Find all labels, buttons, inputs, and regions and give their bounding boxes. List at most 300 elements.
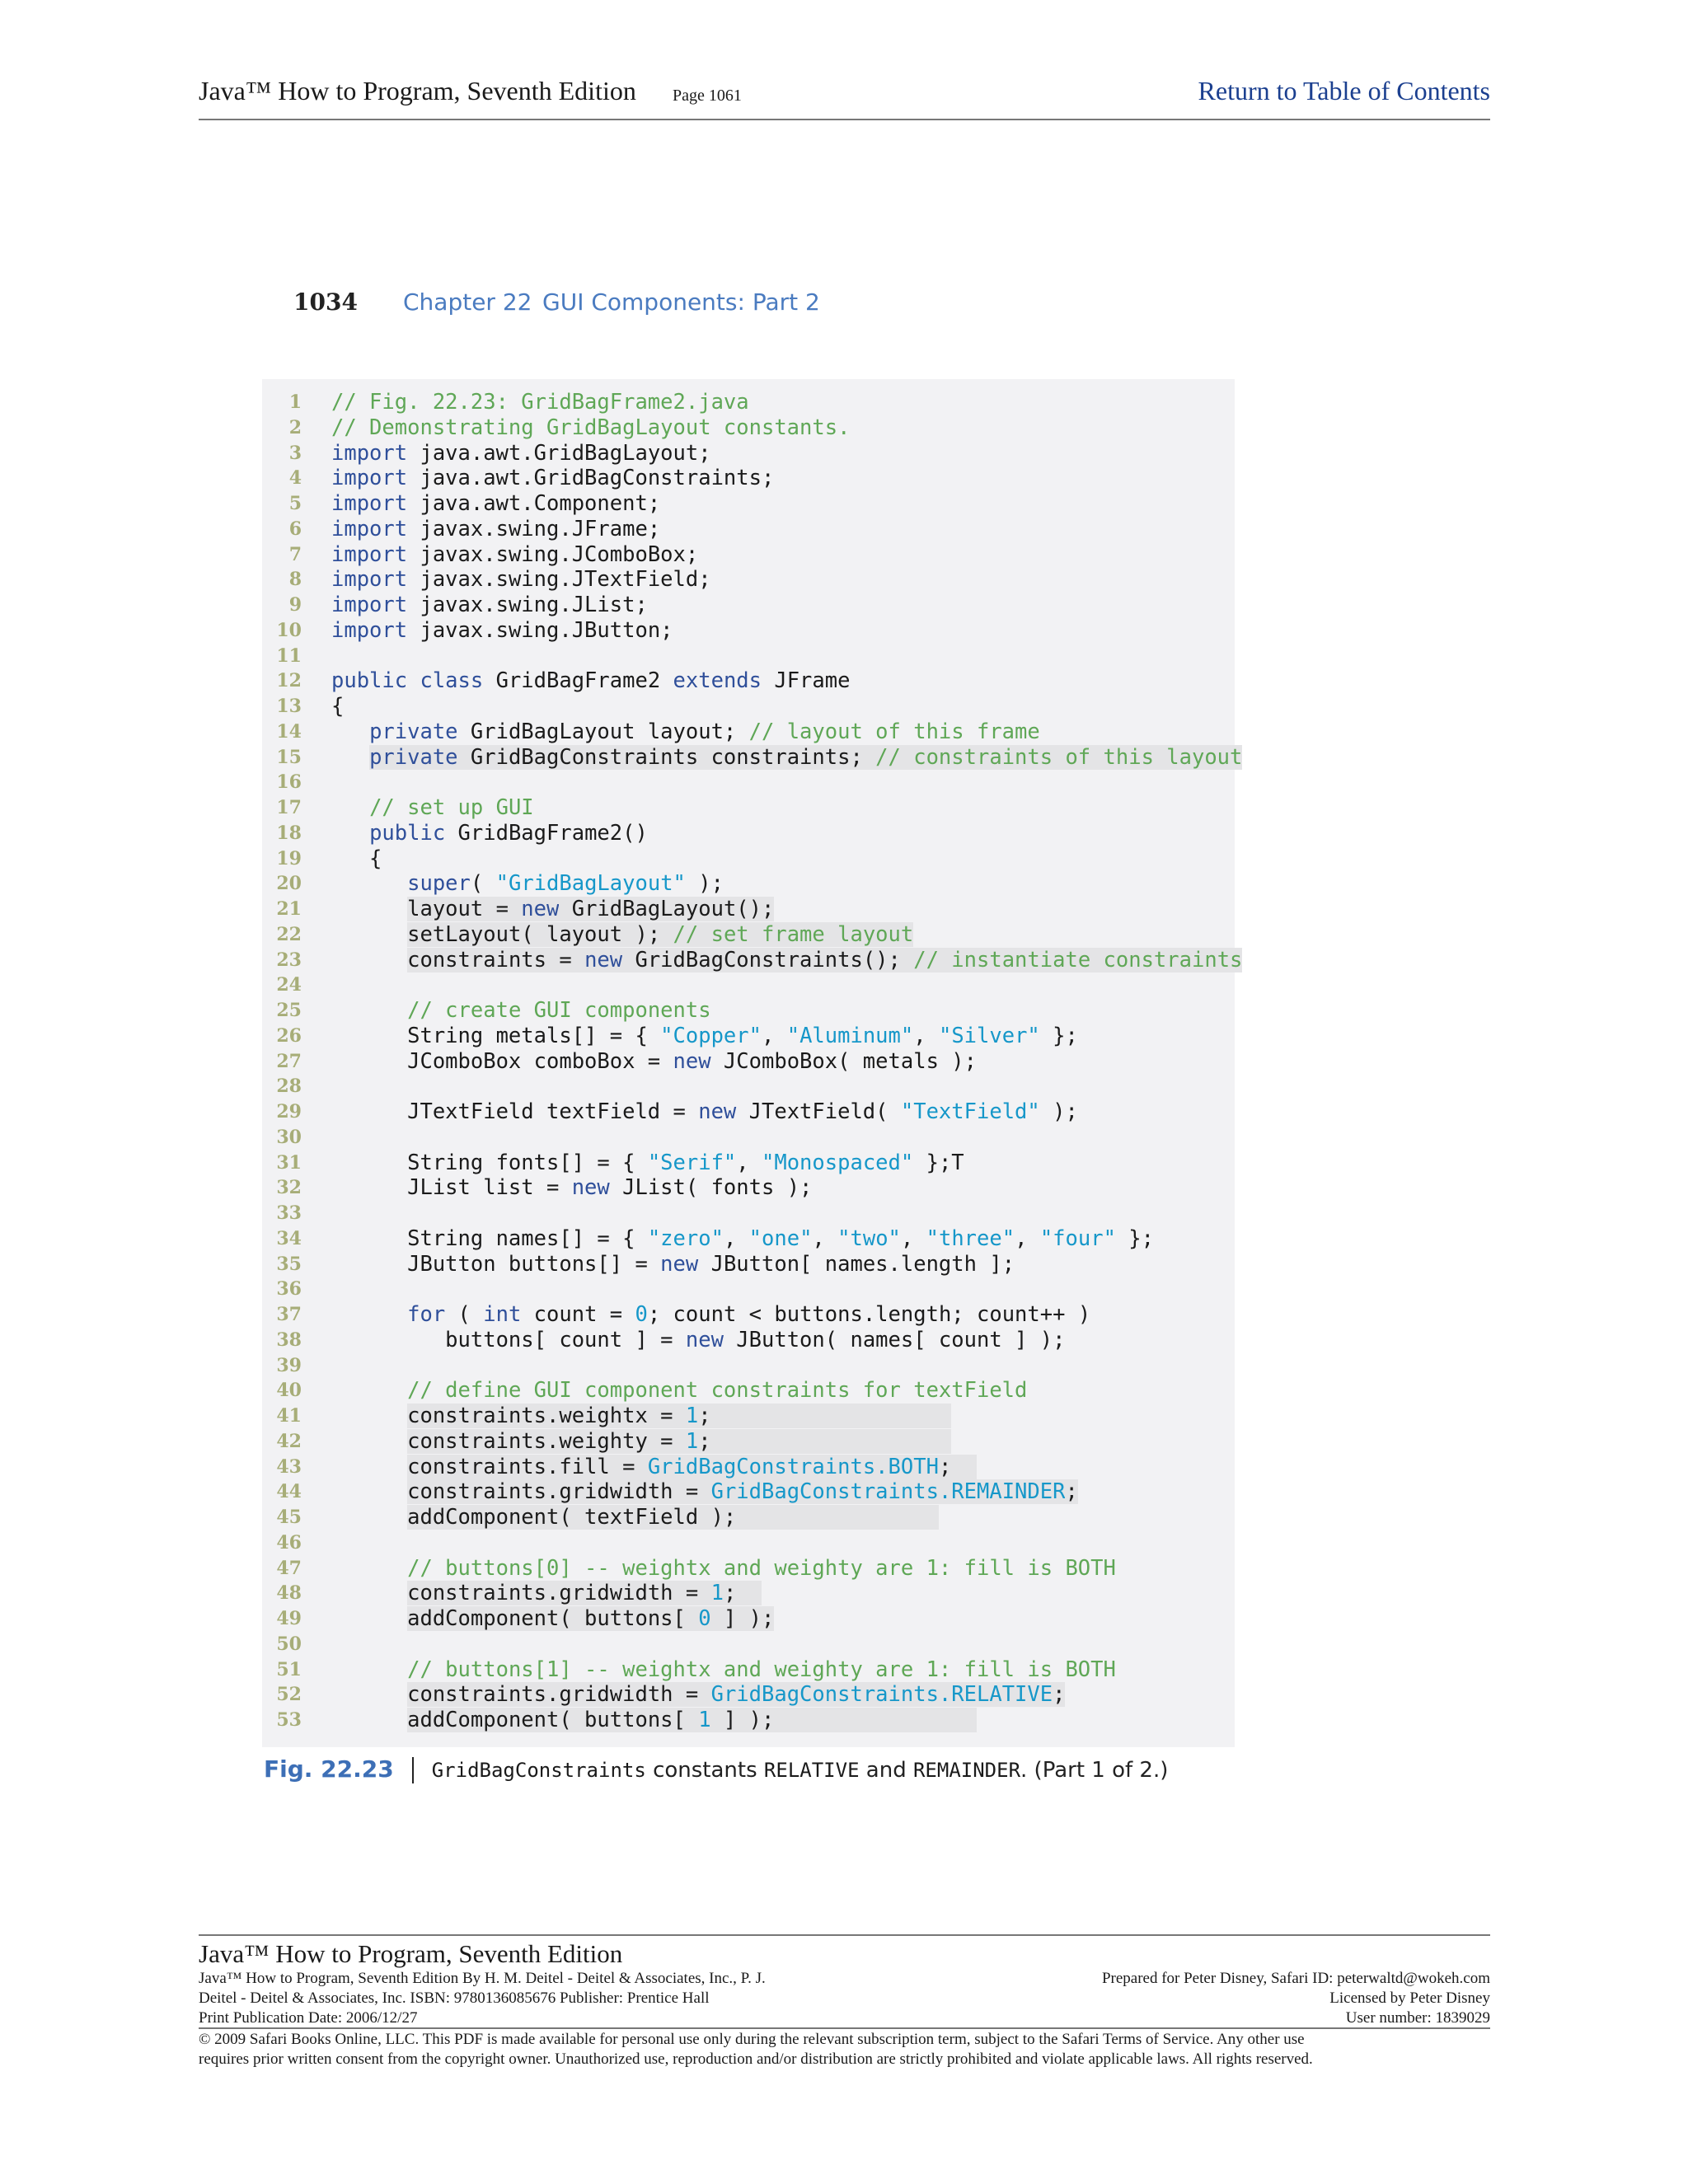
- page-header: [199, 76, 1490, 120]
- caption-text: . (Part 1 of 2.): [1020, 1758, 1169, 1783]
- code-token: [331, 948, 407, 972]
- code-token: };T: [913, 1150, 964, 1175]
- line-number: 43: [276, 1455, 302, 1478]
- code-token: ,: [913, 1023, 939, 1048]
- code-token: javax.swing.JFrame;: [407, 516, 661, 541]
- code-line: [262, 846, 1235, 872]
- line-number: 12: [276, 670, 302, 692]
- code-token: // define GUI component constraints for textField: [407, 1378, 1028, 1404]
- code-token: constraints.gridwidth =: [407, 1682, 711, 1708]
- code-token: ;: [1053, 1682, 1066, 1708]
- code-line: [262, 871, 1235, 897]
- code-text: [331, 1708, 977, 1733]
- code-text: [331, 1151, 964, 1176]
- code-text: [331, 542, 698, 568]
- code-text: [331, 1581, 762, 1606]
- code-line: [262, 567, 1235, 593]
- line-number: 24: [276, 974, 302, 996]
- line-number: 41: [276, 1405, 302, 1427]
- line-number: 40: [276, 1380, 302, 1402]
- code-line: [262, 491, 1235, 517]
- code-token: GridBagConstraints();: [622, 947, 914, 972]
- caption-text: and: [859, 1758, 913, 1783]
- code-token: layout =: [407, 897, 522, 921]
- line-number: 35: [276, 1253, 302, 1275]
- code-token: public class: [331, 668, 484, 694]
- footer-prepared-for: Prepared for Peter Disney, Safari ID: peterwaltd@wokeh.com: [1101, 1970, 1490, 1987]
- code-text: [331, 1606, 774, 1632]
- code-line: [262, 897, 1235, 922]
- footer-publisher-info: Deitel - Deitel & Associates, Inc. ISBN: 9780136085676 Publisher: Prentice Hall: [199, 1990, 710, 2007]
- code-token: [331, 1378, 407, 1403]
- code-token: [331, 1479, 407, 1504]
- caption-separator: [412, 1757, 414, 1783]
- code-text: [331, 668, 850, 694]
- code-token: GridBagConstraints.BOTH: [647, 1454, 939, 1479]
- code-line: [262, 1024, 1235, 1049]
- footer-divider: [199, 2027, 1490, 2029]
- book-title: Java™ How to Program, Seventh Edition: [199, 76, 636, 105]
- line-number: 29: [276, 1101, 302, 1122]
- figure-caption: [264, 1755, 1168, 1783]
- line-number: 23: [276, 949, 302, 971]
- code-token: JComboBox( metals );: [710, 1048, 977, 1074]
- code-line: [262, 719, 1235, 745]
- line-number: 1: [288, 391, 302, 413]
- code-token: // Fig. 22.23: GridBagFrame2.java: [331, 390, 749, 415]
- toc-link[interactable]: Return to Table of Contents: [1198, 76, 1490, 105]
- line-number: 44: [276, 1481, 302, 1503]
- code-line: [262, 1606, 1235, 1632]
- code-line: [262, 618, 1235, 644]
- footer-license: Licensed by Peter Disney: [1329, 1990, 1490, 2007]
- code-text: [331, 1657, 1116, 1683]
- caption-text: constants: [645, 1758, 764, 1783]
- code-token: (: [470, 871, 496, 897]
- code-text: [331, 694, 344, 719]
- code-line: [262, 1682, 1235, 1708]
- footer-title: Java™ How to Program, Seventh Edition: [199, 1939, 623, 1968]
- code-token: JTextField textField =: [331, 1099, 699, 1124]
- code-token: [331, 1657, 407, 1682]
- code-token: new: [698, 1099, 737, 1124]
- line-number: 16: [276, 771, 302, 794]
- code-text: [331, 922, 913, 948]
- code-text: [331, 415, 850, 441]
- code-line: [262, 517, 1235, 542]
- code-token: "zero": [647, 1226, 724, 1251]
- code-token: [331, 1429, 407, 1454]
- footer-copyright: © 2009 Safari Books Online, LLC. This PDF is made available for personal use only during the relevant subscription term, subject to the Safari Terms of Service. Any other use: [199, 2031, 1305, 2048]
- code-line: [262, 795, 1235, 821]
- line-number: 4: [288, 467, 302, 490]
- code-line: [262, 1581, 1235, 1606]
- code-token: JTextField(: [736, 1099, 901, 1124]
- line-number: 13: [276, 696, 302, 717]
- code-token: "one": [748, 1226, 813, 1251]
- line-number: 32: [276, 1177, 302, 1199]
- code-line: [262, 1708, 1235, 1733]
- code-token: int: [483, 1302, 522, 1327]
- page-footer: [199, 1934, 1490, 2068]
- line-number: 33: [276, 1202, 302, 1224]
- code-token: [331, 897, 407, 921]
- code-token: JButton[ names.length ];: [698, 1251, 1015, 1277]
- line-number: 46: [276, 1531, 302, 1554]
- line-number: 37: [276, 1304, 302, 1325]
- line-number: 28: [276, 1076, 302, 1098]
- code-token: 1: [685, 1404, 699, 1428]
- code-line: [262, 1455, 1235, 1480]
- code-token: GridBagConstraints constraints;: [457, 744, 876, 770]
- code-token: addComponent( buttons[: [407, 1708, 699, 1732]
- line-number: 30: [276, 1126, 302, 1148]
- code-token: import: [331, 617, 408, 643]
- code-token: buttons[ count ] =: [331, 1327, 686, 1352]
- code-line: [262, 744, 1243, 771]
- code-line: [262, 1530, 1235, 1556]
- code-token: [331, 1404, 407, 1428]
- caption-constant-remainder: REMAINDER: [912, 1759, 1021, 1782]
- code-line: [262, 998, 1235, 1024]
- line-number: 2: [288, 416, 302, 438]
- code-token: java.awt.GridBagConstraints;: [407, 466, 775, 491]
- line-number: 39: [276, 1354, 302, 1376]
- code-token: [331, 1556, 407, 1581]
- footer-copyright-continued: requires prior written consent from the copyright owner. Unauthorized use, reproduction and/or distribution are strictly prohibited and violate applicable laws. All rights reserved.: [199, 2050, 1313, 2068]
- code-token: [331, 795, 369, 820]
- line-number: 5: [288, 493, 302, 514]
- code-token: new: [521, 897, 560, 921]
- code-line: [262, 1099, 1235, 1125]
- code-line: [262, 1505, 1235, 1530]
- line-number: 47: [276, 1557, 302, 1579]
- code-text: [331, 1682, 1065, 1708]
- code-token: import: [331, 491, 408, 516]
- code-token: private: [369, 744, 458, 770]
- code-token: // create GUI components: [407, 998, 711, 1023]
- code-token: "Serif": [647, 1150, 737, 1175]
- code-line: [262, 593, 1235, 618]
- code-text: [331, 1226, 1154, 1252]
- code-token: ] );: [710, 1606, 775, 1631]
- code-text: [331, 1505, 939, 1530]
- code-line: [262, 1074, 1235, 1099]
- code-token: // set up GUI: [369, 795, 534, 820]
- code-token: "two": [837, 1226, 901, 1251]
- code-token: String metals[] = {: [331, 1023, 661, 1048]
- code-token: // Demonstrating GridBagLayout constants.: [331, 415, 851, 440]
- code-token: String names[] = {: [331, 1226, 648, 1251]
- code-token: ; count < buttons.length; count++ ): [647, 1302, 1091, 1327]
- page-label: Page 1061: [673, 87, 742, 105]
- code-token: javax.swing.JButton;: [407, 617, 673, 643]
- figure-label: Fig. 22.23: [264, 1755, 394, 1783]
- code-line: [262, 1378, 1235, 1404]
- code-token: // instantiate constraints: [913, 947, 1243, 972]
- line-number: 50: [276, 1633, 302, 1655]
- line-number: 26: [276, 1024, 302, 1047]
- code-text: [331, 795, 534, 821]
- code-line: [262, 1201, 1235, 1226]
- code-token: "TextField": [900, 1099, 1040, 1124]
- code-line: [262, 644, 1235, 669]
- code-text: [331, 1099, 1078, 1125]
- code-token: {: [331, 846, 382, 871]
- code-token: 0: [698, 1606, 711, 1631]
- code-line: [262, 415, 1235, 441]
- code-token: String fonts[] = {: [331, 1150, 648, 1175]
- line-number: 51: [276, 1658, 302, 1680]
- code-token: 1: [710, 1581, 724, 1606]
- line-number: 6: [288, 518, 302, 540]
- code-text: [331, 1302, 1090, 1328]
- code-token: [331, 745, 369, 770]
- code-text: [331, 846, 382, 872]
- line-number: 49: [276, 1608, 302, 1629]
- code-token: new: [685, 1327, 724, 1352]
- line-number: 52: [276, 1684, 302, 1706]
- code-token: constraints.weightx =: [407, 1404, 686, 1428]
- code-token: [331, 871, 407, 896]
- code-token: setLayout( layout );: [407, 921, 673, 947]
- code-token: [331, 922, 407, 947]
- code-token: ;: [1065, 1479, 1078, 1505]
- code-token: import: [331, 516, 408, 541]
- code-token: constraints.fill =: [407, 1454, 648, 1479]
- code-token: [331, 1682, 407, 1707]
- code-line: [262, 542, 1235, 568]
- code-token: javax.swing.JList;: [407, 593, 648, 617]
- caption-class-name: GridBagConstraints: [431, 1759, 646, 1782]
- code-token: [331, 1708, 407, 1732]
- code-line: [262, 1049, 1235, 1075]
- code-line: [262, 1252, 1235, 1277]
- code-text: [331, 1024, 1078, 1049]
- line-number: 21: [276, 898, 302, 920]
- code-token: );: [1039, 1099, 1078, 1124]
- line-number: 19: [276, 847, 302, 869]
- code-text: [331, 821, 648, 846]
- line-number: 17: [276, 797, 302, 818]
- code-token: 1: [698, 1708, 711, 1732]
- code-line: [262, 1404, 1235, 1429]
- code-token: addComponent( buttons[: [407, 1606, 699, 1631]
- code-token: [331, 1606, 407, 1631]
- code-token: (: [445, 1302, 484, 1327]
- code-token: import: [331, 466, 408, 491]
- code-token: constraints.gridwidth =: [407, 1479, 711, 1505]
- line-number: 31: [276, 1151, 302, 1174]
- code-token: };: [1115, 1226, 1154, 1251]
- line-number: 42: [276, 1430, 302, 1452]
- code-line: [262, 1151, 1235, 1176]
- code-text: [331, 1556, 1116, 1582]
- code-token: "Aluminum": [786, 1023, 914, 1048]
- code-text: [331, 998, 711, 1024]
- code-text: [331, 593, 648, 618]
- code-text: [331, 1328, 1065, 1353]
- code-token: JButton( names[ count ] );: [723, 1327, 1066, 1352]
- code-token: [331, 821, 369, 846]
- code-token: public: [369, 820, 446, 846]
- code-line: [262, 668, 1235, 694]
- caption-constant-relative: RELATIVE: [763, 1759, 860, 1782]
- code-token: JButton buttons[] =: [331, 1251, 661, 1277]
- code-token: // buttons[1] -- weightx and weighty are 1: fill is BOTH: [407, 1657, 1116, 1682]
- code-line: [262, 821, 1235, 846]
- code-token: ,: [723, 1226, 749, 1251]
- footer-book-info: Java™ How to Program, Seventh Edition By H. M. Deitel - Deitel & Associates, Inc., P. J.: [199, 1970, 766, 1987]
- code-text: [331, 948, 1242, 973]
- code-token: [331, 1455, 407, 1479]
- code-token: [331, 998, 407, 1023]
- code-token: javax.swing.JComboBox;: [407, 541, 699, 567]
- code-line: [262, 1429, 1235, 1455]
- code-token: // buttons[0] -- weightx and weighty are 1: fill is BOTH: [407, 1555, 1116, 1581]
- code-token: count =: [521, 1302, 635, 1327]
- code-line: [262, 972, 1235, 998]
- line-number: 38: [276, 1329, 302, 1351]
- code-token: javax.swing.JTextField;: [407, 567, 711, 593]
- code-token: 0: [635, 1302, 648, 1327]
- code-token: for: [407, 1302, 446, 1327]
- code-token: ,: [1015, 1226, 1040, 1251]
- code-token: import: [331, 440, 408, 466]
- code-text: [331, 567, 711, 593]
- code-token: ,: [812, 1226, 838, 1251]
- code-line: [262, 694, 1235, 719]
- line-number: 25: [276, 1000, 302, 1021]
- page-number: 1034: [293, 288, 358, 316]
- code-token: "GridBagLayout": [495, 871, 686, 897]
- code-text: [331, 466, 774, 491]
- code-line: [262, 1556, 1235, 1582]
- line-number: 3: [288, 442, 302, 464]
- code-text: [331, 390, 749, 415]
- code-text: [331, 745, 1242, 771]
- code-text: [331, 719, 1040, 745]
- code-token: ;: [698, 1404, 952, 1428]
- code-token: ,: [900, 1226, 926, 1251]
- line-number: 14: [276, 720, 302, 743]
- code-text: [331, 1252, 1015, 1277]
- code-token: GridBagConstraints.RELATIVE: [710, 1682, 1053, 1708]
- line-number: 34: [276, 1227, 302, 1249]
- code-token: import: [331, 541, 408, 567]
- code-text: [331, 441, 711, 466]
- chapter-number: Chapter 22: [403, 288, 532, 316]
- code-token: };: [1039, 1023, 1078, 1048]
- code-token: import: [331, 593, 408, 617]
- code-token: constraints.gridwidth =: [407, 1581, 711, 1606]
- footer-user-number: User number: 1839029: [1345, 2009, 1490, 2027]
- code-token: ] );: [710, 1708, 977, 1732]
- code-token: java.awt.Component;: [407, 491, 661, 516]
- code-token: {: [331, 694, 345, 719]
- code-token: ,: [762, 1023, 787, 1048]
- code-text: [331, 517, 660, 542]
- code-token: JList list =: [331, 1175, 572, 1201]
- code-token: constraints =: [407, 947, 585, 972]
- code-token: // constraints of this layout: [875, 744, 1243, 770]
- code-token: "four": [1039, 1226, 1116, 1251]
- code-token: import: [331, 567, 408, 593]
- code-token: "three": [926, 1226, 1015, 1251]
- code-line: [262, 1353, 1235, 1379]
- code-token: private: [369, 719, 458, 744]
- code-token: java.awt.GridBagLayout;: [407, 440, 711, 466]
- code-token: ;: [938, 1454, 977, 1479]
- code-token: constraints.weighty =: [407, 1428, 686, 1454]
- code-token: "Monospaced": [762, 1150, 914, 1175]
- line-number: 10: [276, 619, 302, 641]
- code-line: [262, 1277, 1235, 1302]
- code-token: [331, 719, 369, 744]
- code-text: [331, 1479, 1078, 1505]
- code-token: new: [571, 1175, 610, 1201]
- line-number: 45: [276, 1507, 302, 1528]
- code-token: // set frame layout: [673, 921, 914, 947]
- code-token: GridBagLayout layout;: [457, 719, 749, 744]
- code-token: "Silver": [938, 1023, 1040, 1048]
- line-number: 15: [276, 746, 302, 768]
- code-token: extends: [673, 668, 762, 694]
- code-text: [331, 871, 724, 897]
- code-line: [262, 1125, 1235, 1151]
- code-text: [331, 618, 673, 644]
- line-number: 22: [276, 923, 302, 945]
- line-number: 48: [276, 1582, 302, 1605]
- line-number: 8: [288, 569, 302, 591]
- code-token: GridBagFrame2(): [445, 820, 648, 846]
- code-token: "Copper": [660, 1023, 762, 1048]
- code-token: addComponent( textField );: [407, 1505, 939, 1530]
- code-line: [262, 1632, 1235, 1657]
- code-token: ;: [723, 1581, 762, 1606]
- code-text: [331, 1404, 951, 1429]
- line-number: 36: [276, 1278, 302, 1301]
- line-number: 9: [288, 594, 302, 616]
- line-number: 53: [276, 1709, 302, 1731]
- code-token: [331, 1505, 407, 1530]
- line-number: 27: [276, 1050, 302, 1072]
- code-token: [331, 1581, 407, 1605]
- code-line: [262, 1328, 1235, 1353]
- code-token: new: [673, 1048, 711, 1074]
- code-token: ,: [736, 1150, 762, 1175]
- running-head: [293, 288, 820, 316]
- line-number: 18: [276, 822, 302, 844]
- code-text: [331, 1429, 951, 1455]
- line-number: 7: [288, 543, 302, 565]
- footer-publication-date: Print Publication Date: 2006/12/27: [199, 2009, 418, 2027]
- code-token: GridBagLayout();: [559, 897, 775, 921]
- code-token: new: [660, 1251, 699, 1277]
- code-line: [262, 1479, 1235, 1505]
- code-token: 1: [685, 1428, 699, 1454]
- code-token: [331, 1302, 407, 1327]
- line-number: 11: [276, 644, 302, 667]
- code-token: // layout of this frame: [748, 719, 1040, 744]
- code-line: [262, 1302, 1235, 1328]
- code-token: super: [407, 871, 471, 897]
- code-text: [331, 897, 774, 922]
- code-token: new: [584, 947, 623, 972]
- code-token: GridBagConstraints.REMAINDER: [710, 1479, 1066, 1505]
- code-lines: [262, 390, 1243, 1733]
- code-text: [331, 491, 660, 517]
